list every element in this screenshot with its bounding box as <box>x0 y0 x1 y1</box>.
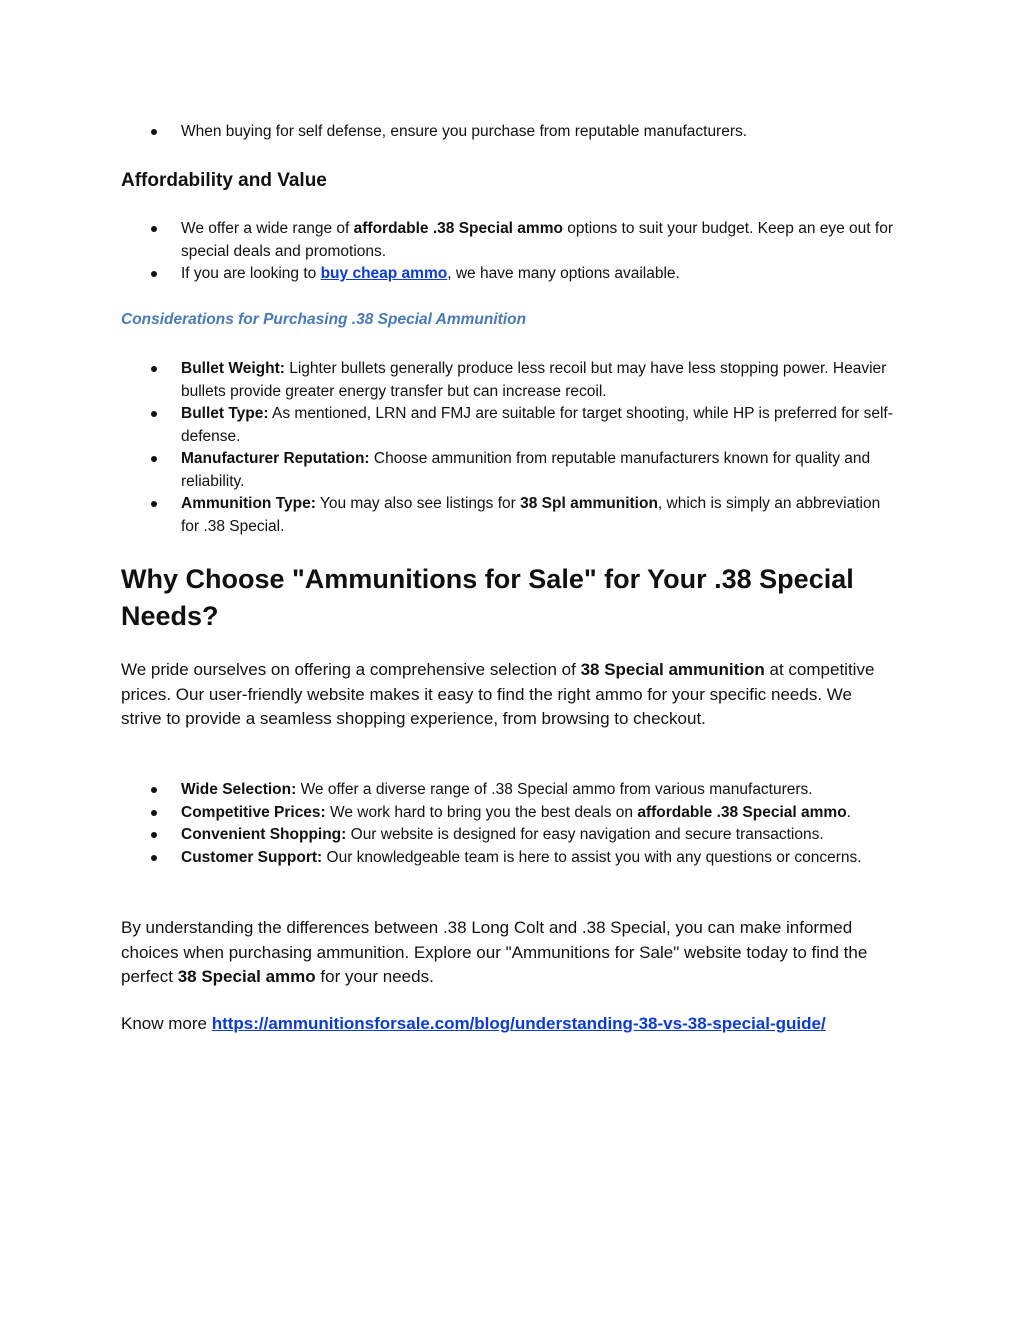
bullet-icon <box>151 787 157 793</box>
bullet-icon <box>151 226 157 232</box>
considerations-heading: Considerations for Purchasing .38 Special Ammunition <box>121 311 527 328</box>
why-choose-heading: Why Choose "Ammunitions for Sale" for Your .38 Special Needs? <box>121 564 854 631</box>
affordability-heading: Affordability and Value <box>121 170 327 191</box>
list-item: Bullet Weight: Lighter bullets generally produce less recoil but may have less stopping power. Heavier bullets provide greater energy transfer but can increase recoil. <box>0 358 901 403</box>
bold-text: affordable .38 Special ammo <box>353 220 563 237</box>
list-item: Bullet Type: As mentioned, LRN and FMJ are suitable for target shooting, while HP is preferred for self-defense. <box>0 403 901 448</box>
list-item: Customer Support: Our knowledgeable team is here to assist you with any questions or concerns. <box>0 847 901 870</box>
why-list <box>0 779 901 869</box>
bullet-icon <box>151 832 157 838</box>
bullet-icon <box>151 129 157 135</box>
top-bullet-list <box>0 121 901 144</box>
bullet-icon <box>151 456 157 462</box>
list-item: Competitive Prices: We work hard to bring you the best deals on affordable .38 Special ammo. <box>0 802 901 825</box>
bullet-icon <box>151 810 157 816</box>
list-item: Manufacturer Reputation: Choose ammunition from reputable manufacturers known for quality and reliability. <box>0 448 901 493</box>
buy-cheap-ammo-link[interactable]: buy cheap ammo <box>320 265 448 282</box>
list-item: We offer a wide range of affordable .38 Special ammo options to suit your budget. Keep an eye out for special deals and promotions. <box>0 218 901 263</box>
affordability-list <box>0 218 901 286</box>
bullet-icon <box>151 501 157 507</box>
why-intro-paragraph: We pride ourselves on offering a comprehensive selection of 38 Special ammunition at competitive prices. Our user-friendly website makes it easy to find the right ammo for your specific needs. We strive to provide a seamless shopping experience, from browsing to checkout. <box>121 660 875 728</box>
bullet-icon <box>151 411 157 417</box>
bullet-icon <box>151 366 157 372</box>
list-item: Ammunition Type: You may also see listings for 38 Spl ammunition, which is simply an abbreviation for .38 Special. <box>0 493 901 538</box>
bullet-icon <box>151 855 157 861</box>
list-item: Wide Selection: We offer a diverse range of .38 Special ammo from various manufacturers. <box>0 779 901 802</box>
list-item: If you are looking to buy cheap ammo, we have many options available. <box>0 263 901 286</box>
bullet-icon <box>151 271 157 277</box>
list-item: When buying for self defense, ensure you purchase from reputable manufacturers. <box>0 121 901 144</box>
list-item: Convenient Shopping: Our website is designed for easy navigation and secure transactions. <box>0 824 901 847</box>
considerations-list <box>0 358 901 538</box>
know-more-line: Know more https://ammunitionsforsale.com/blog/understanding-38-vs-38-special-guide/ <box>121 1014 826 1033</box>
conclusion-paragraph: By understanding the differences between .38 Long Colt and .38 Special, you can make informed choices when purchasing ammunition. Explore our "Ammunitions for Sale" website today to find the perfect 38 Special ammo for your needs. <box>121 918 868 986</box>
guide-url-link[interactable]: https://ammunitionsforsale.com/blog/understanding-38-vs-38-special-guide/ <box>211 1014 826 1033</box>
